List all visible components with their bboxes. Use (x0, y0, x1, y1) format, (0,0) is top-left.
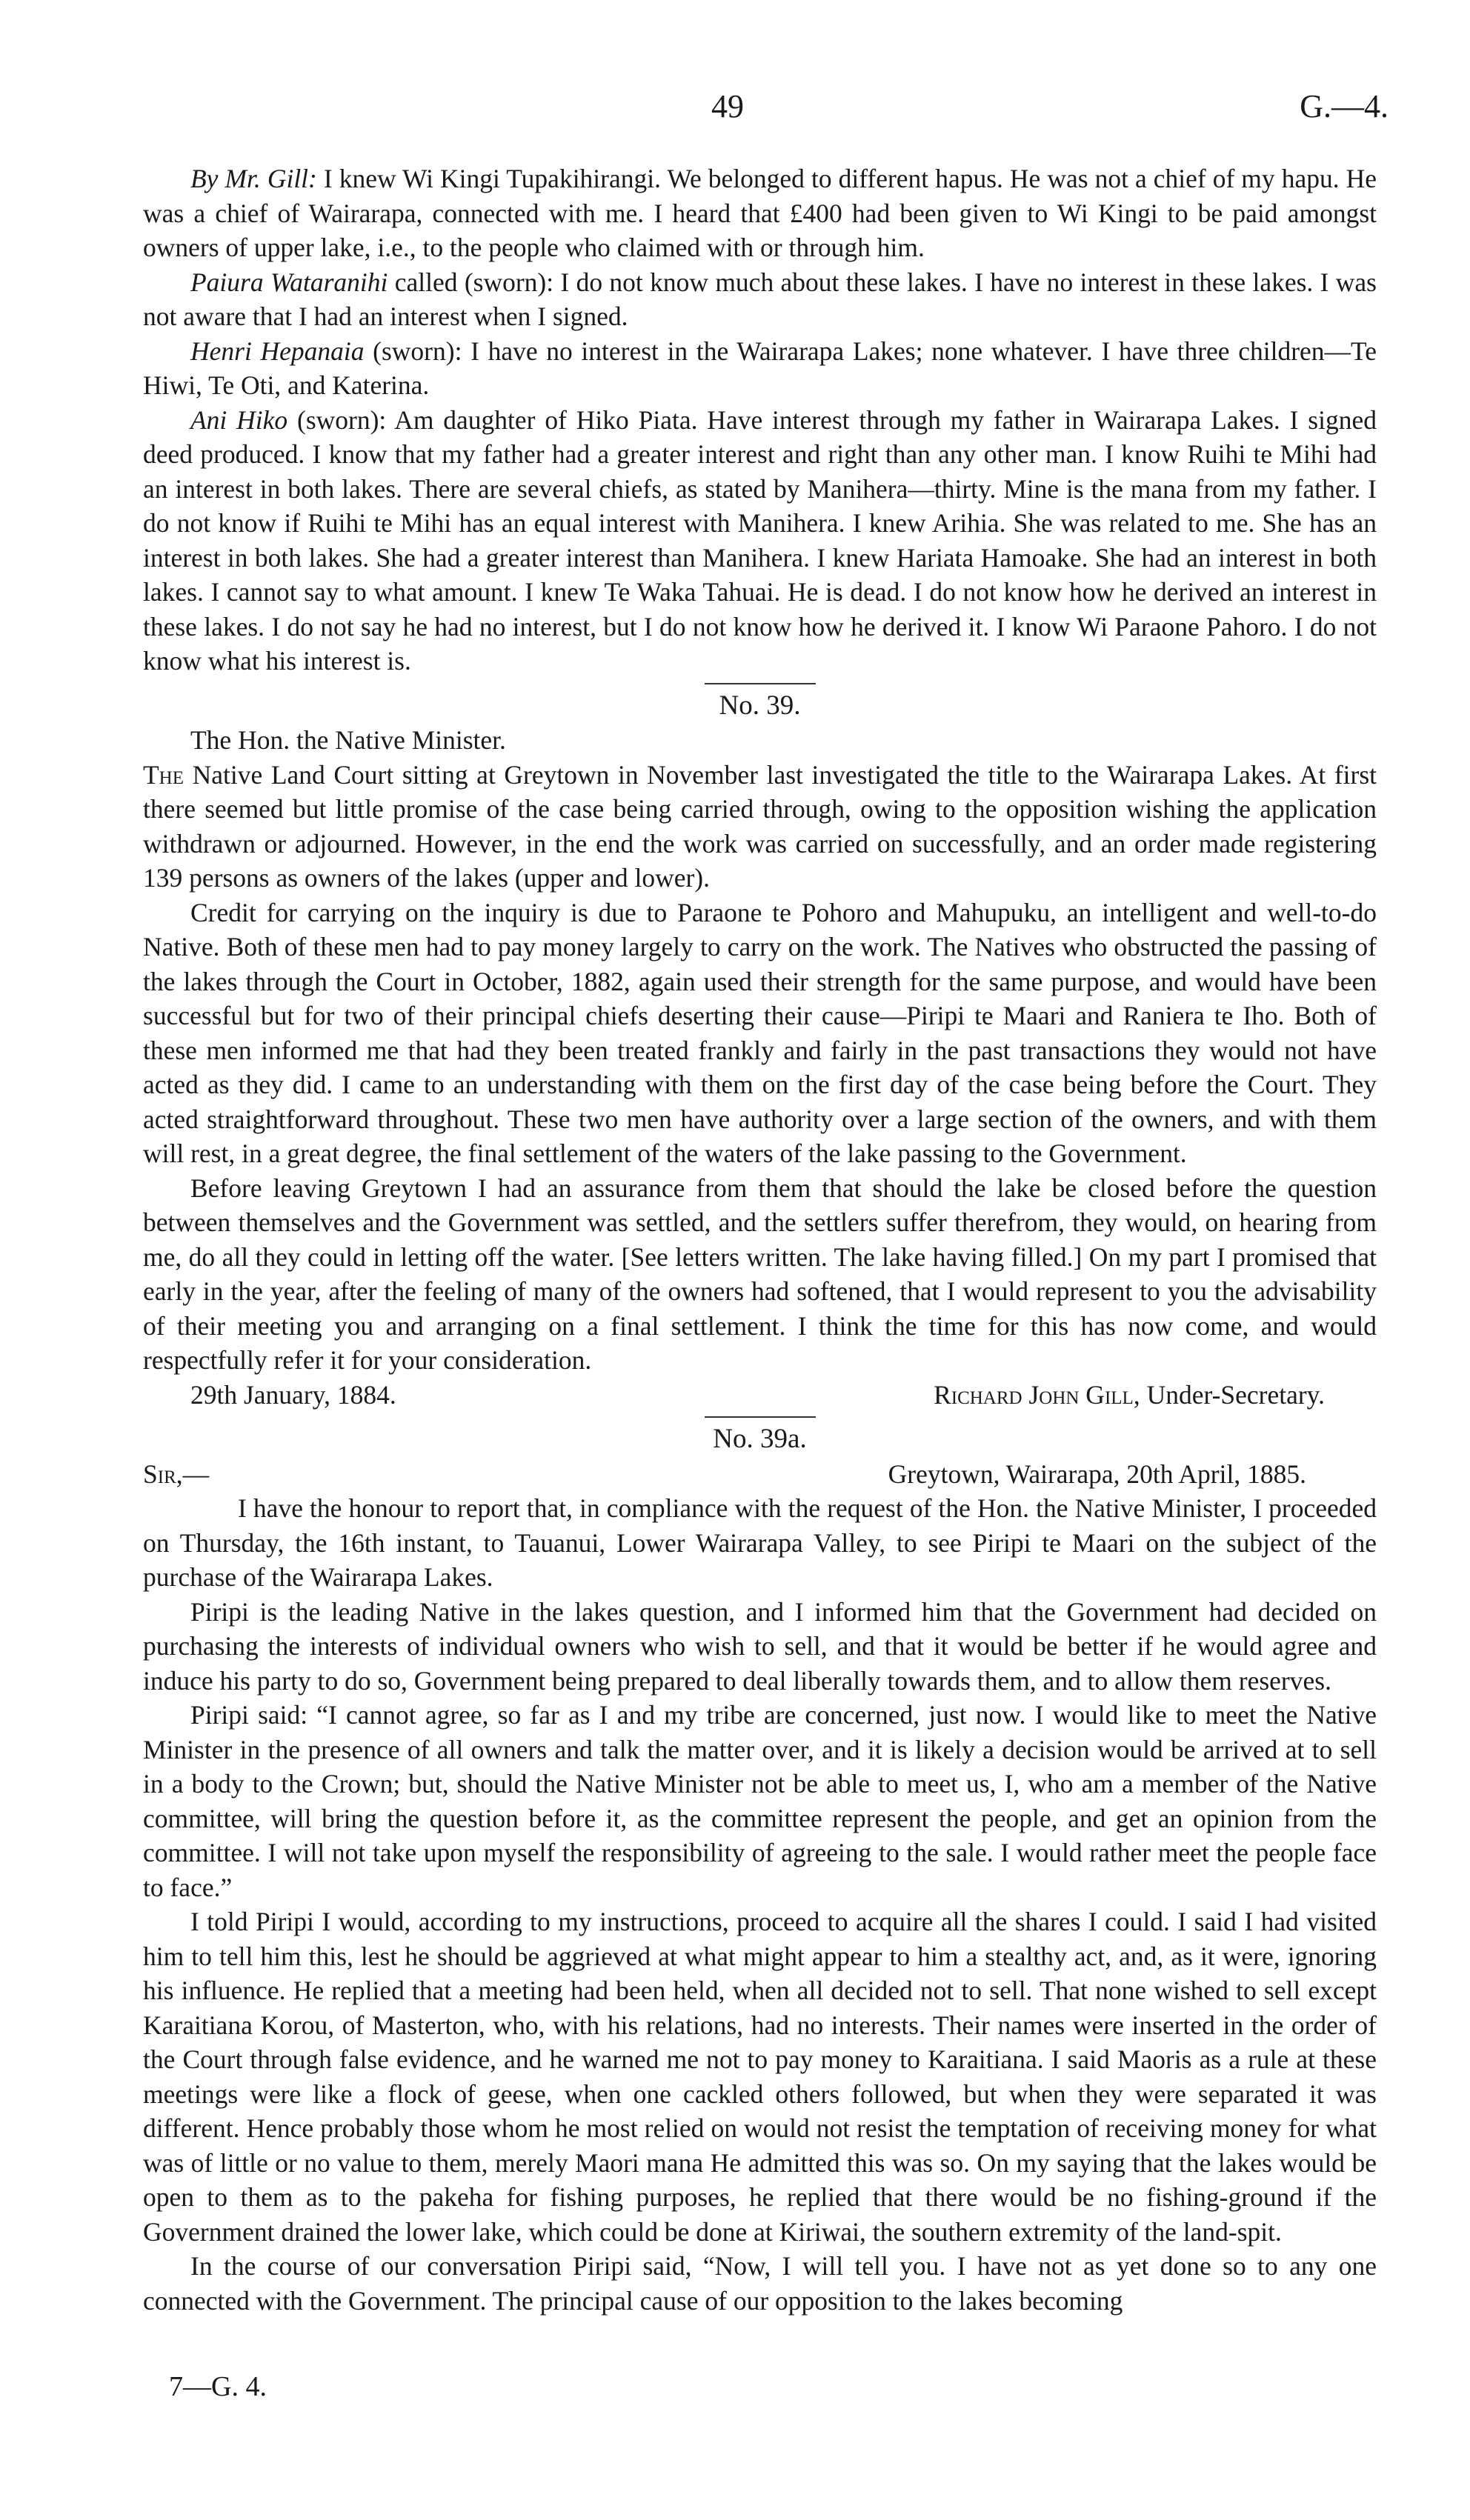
doc-heading-39a: No. 39a. (713, 1424, 807, 1454)
paper-reference: G.—4. (1300, 88, 1388, 124)
section-divider (705, 1416, 816, 1418)
addressee: The Hon. the Native Minister. (190, 725, 506, 755)
evidence-ani-text: (sworn): Am daughter of Hiko Piata. Have interest through my father in Wairarapa Lakes. I signed deed produced. I know that my father had a greater interest and right than any other man. I know Ruihi te Mihi had an interest in both lakes. There are several chiefs, as stated by Manihera—thirty. Mine is the mana from my father. I do not know if Ruihi te Mihi has an equal interest with Manihera. I knew Arihia. She was related to me. She has an interest in both lakes. She had a greater interest than Manihera. I knew Hariata Hamoake. She had an interest in both lakes. I cannot say to what amount. I knew Te Waka Tahuai. He is dead. I do not know how he derived an interest in these lakes. I do not say he had no interest, but I do not know how he derived it. I know Wi Paraone Pahoro. I do not know what his interest is. (143, 404, 1377, 676)
no39a-salutation-line (143, 1457, 1377, 1492)
section-divider (705, 683, 816, 684)
evidence-henri-text: (sworn): I have no interest in the Wairarapa Lakes; none whatever. I have three children—Te Hiwi, Te Oti, and Katerina. (143, 336, 1377, 400)
salutation: Sir,— (143, 1459, 210, 1489)
speaker-gill: By Mr. Gill: (190, 164, 317, 193)
no39-paragraph-2: Credit for carrying on the inquiry is due to Paraone te Pohoro and Mahupuku, an intelligent and well-to-do Native. Both of these men had to pay money largely to carry on the work. The Natives who obstructed the passing of the lakes through the Court in October, 1882, again used their strength for the same purpose, and would have been successful but for two of their principal chiefs deserting their cause—Piripi te Maari and Raniera te Iho. Both of these men informed me that had they been treated frankly and fairly in the past transactions they would not have acted as they did. I came to an understanding with them on the first day of the case being before the Court. They acted straightforward throughout. These two men have authority over a large section of the owners, and with them will rest, in a great degree, the final settlement of the waters of the lake passing to the Government. (143, 897, 1377, 1168)
evidence-ani (143, 403, 1377, 679)
evidence-paiura-text: called (sworn): I do not know much about these lakes. I have no interest in these lakes. I was not aware that I had an interest when I signed. (143, 267, 1377, 331)
signature-mark: 7—G. 4. (169, 2371, 267, 2402)
no39-lead-word: The (143, 759, 184, 790)
no39-date: 29th January, 1884. (190, 1379, 396, 1410)
signer-name: Richard John Gill (934, 1379, 1134, 1410)
evidence-gill (143, 161, 1377, 265)
no39a-paragraph-1: I have the honour to report that, in compliance with the request of the Hon. the Native Minister, I proceeded on Thursday, the 16th instant, to Tauanui, Lower Wairarapa Valley, to see Piripi te Maari on the subject of the purchase of the Wairarapa Lakes. (143, 1493, 1377, 1592)
evidence-henri (143, 334, 1377, 403)
evidence-paiura (143, 265, 1377, 334)
speaker-paiura: Paiura Wataranihi (190, 267, 388, 297)
no39a-paragraph-2: Piripi is the leading Native in the lakes question, and I informed him that the Government had decided on purchasing the interests of individual owners who wish to sell, and that it would be better if he would agree and induce his party to do so, Government being prepared to deal liberally towards them, and to allow them reserves. (143, 1596, 1377, 1696)
place-date: Greytown, Wairarapa, 20th April, 1885. (888, 1459, 1306, 1489)
doc-heading-39: No. 39. (719, 690, 801, 721)
page-number: 49 (711, 88, 744, 124)
evidence-gill-text: I knew Wi Kingi Tupakihirangi. We belonged to different hapus. He was not a chief of my hapu. He was a chief of Wairarapa, connected with me. I heard that £400 had been given to Wi Kingi to be paid amongst owners of upper lake, i.e., to the people who claimed with or through him. (143, 164, 1377, 262)
no39-signature (934, 1378, 1377, 1413)
no39a-paragraph-4: I told Piripi I would, according to my instructions, proceed to acquire all the shares I could. I said I had visited him to tell him this, lest he should be aggrieved at what might appear to him a stealthy act, and, as it were, ignoring his influence. He replied that a meeting had been held, when all decided not to sell. That none wished to sell except Karaitiana Korou, of Masterton, who, with his relations, had no interests. Their names were inserted in the order of the Court through false evidence, and he warned me not to pay money to Karaitiana. I said Maoris as a rule at these meetings were like a flock of geese, when one cackled others followed, but when they were separated it was different. Hence probably those whom he most relied on would not resist the temptation of receiving money for what was of little or no value to them, merely Maori mana He admitted this was so. On my saying that the lakes would be open to them as to the pakeha for fishing purposes, he replied that there would be no fishing-ground if the Government drained the lower lake, which could be done at Kiriwai, the southern extremity of the land-spit. (143, 1907, 1377, 2247)
no39a-paragraph-3: Piripi said: “I cannot agree, so far as I and my tribe are concerned, just now. I would like to meet the Native Minister in the presence of all owners and talk the matter over, and it is likely a decision would be arrived at to sell in a body to the Crown; but, should the Native Minister not be able to meet us, I, who am a member of the Native committee, will bring the question before it, as the committee represent the people, and get an opinion from the committee. I will not take upon myself the responsibility of agreeing to the sale. I would rather meet the people face to face.” (143, 1700, 1377, 1902)
no39-paragraph-3: Before leaving Greytown I had an assurance from them that should the lake be closed before the question between themselves and the Government was settled, and the settlers suffer therefrom, they would, on hearing from me, do all they could in letting off the water. [See letters written. The lake having filled.] On my part I promised that early in the year, after the feeling of many of the owners had softened, that I would represent to you the advisability of their meeting you and arranging on a final settlement. I think the time for this has now come, and would respectfully refer it for your consideration. (143, 1173, 1377, 1375)
speaker-ani: Ani Hiko (190, 404, 288, 435)
speaker-henri: Henri Hepanaia (190, 336, 365, 366)
page-body (143, 161, 1377, 2318)
signer-title: , Under-Secretary. (1133, 1379, 1325, 1410)
page-header (0, 87, 1470, 132)
no39-paragraph-1 (143, 758, 1377, 896)
no39a-paragraph-5: In the course of our conversation Piripi said, “Now, I will tell you. I have not as yet done so to any one connected with the Government. The principal cause of our opposition to the lakes becoming (143, 2251, 1377, 2316)
no39-p1-text: Native Land Court sitting at Greytown in November last investigated the title to the Wairarapa Lakes. At first there seemed but little promise of the case being carried through, owing to the opposition wishing the application withdrawn or adjourned. However, in the end the work was carried on successfully, and an order made registering 139 persons as owners of the lakes (upper and lower). (143, 759, 1377, 893)
no39-signoff (143, 1378, 1377, 1413)
